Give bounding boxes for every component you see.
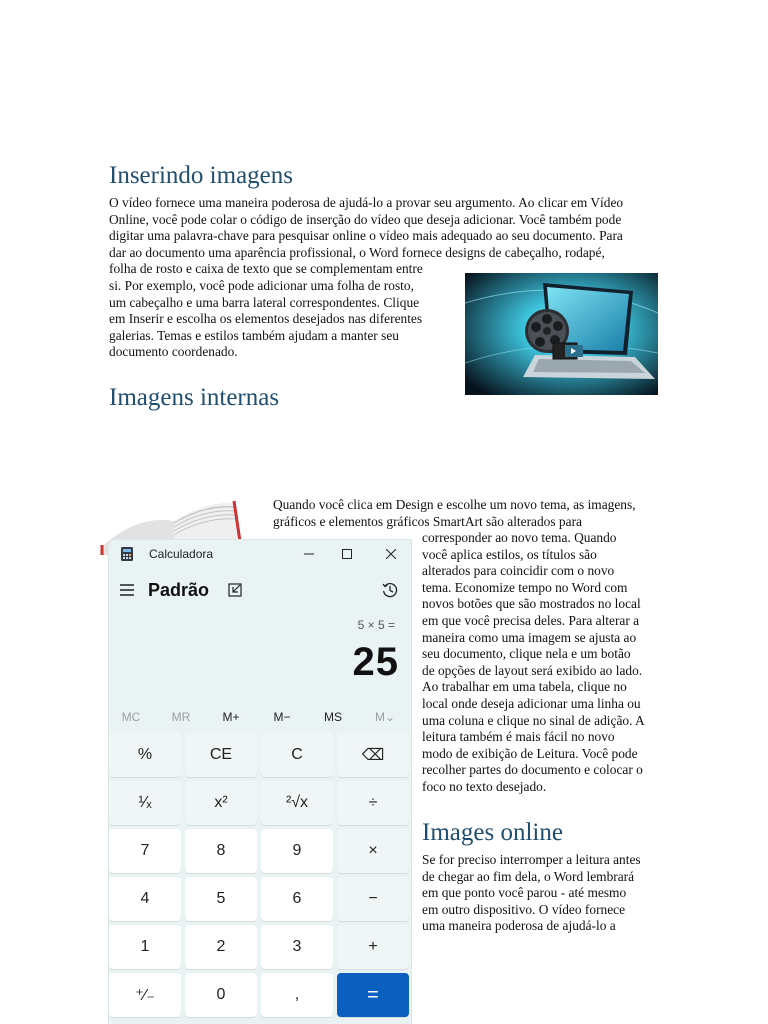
negate-button[interactable]: ⁺⁄₋ [109, 973, 181, 1017]
square-root-button[interactable]: ²√x [261, 781, 333, 825]
text-line: de chegar ao fim dela, o Word lembrará [422, 868, 635, 884]
text-line: galerias. Temas e estilos também ajudam a manter seu [109, 327, 399, 343]
heading-imagens-internas: Imagens internas [109, 384, 280, 411]
heading-inserindo-imagens: Inserindo imagens [109, 162, 293, 189]
heading-images-online: Images online [422, 819, 563, 846]
backspace-button[interactable]: ⌫ [337, 733, 409, 777]
paragraph-2-top [273, 497, 636, 530]
memory-store-button[interactable]: MS [324, 710, 342, 724]
text-line: em que ponto você parou - até mesmo [422, 885, 627, 901]
text-line: Se for preciso interromper a leitura antes [422, 852, 641, 867]
memory-subtract-button[interactable]: M− [273, 710, 291, 724]
minimize-icon [304, 549, 314, 559]
decimal-button[interactable]: , [261, 973, 333, 1017]
digit-2-button[interactable]: 2 [185, 925, 257, 969]
divide-button[interactable]: ÷ [337, 781, 409, 825]
text-line: leitura também é mais fácil no novo [422, 729, 615, 745]
text-line: de opções de layout será exibido ao lado. [422, 662, 643, 678]
calculator-window[interactable] [109, 540, 411, 1024]
text-line: Ao trabalhar em uma tabela, clique no [422, 679, 627, 695]
text-line: maneira como uma imagem se ajusta ao [422, 629, 637, 645]
text-line: uma coluna e clique no sinal de adição. A [422, 712, 645, 728]
memory-row [109, 708, 411, 728]
text-line: em Inserir e escolha os elementos desejados nas diferentes [109, 311, 423, 327]
digit-3-button[interactable]: 3 [261, 925, 333, 969]
digit-8-button[interactable]: 8 [185, 829, 257, 873]
laptop-film-image[interactable] [465, 273, 658, 395]
paragraph-2 [422, 530, 645, 796]
text-line: modo de exibição de Leitura. Você pode [422, 745, 638, 761]
digit-4-button[interactable]: 4 [109, 877, 181, 921]
memory-recall-button[interactable]: MR [171, 710, 191, 724]
window-title: Calculadora [149, 547, 214, 561]
text-line: recolher partes do documento e colocar o [422, 762, 643, 778]
add-button[interactable]: + [337, 925, 409, 969]
digit-7-button[interactable]: 7 [109, 829, 181, 873]
text-line: alterados para coincidir com o novo [422, 563, 615, 579]
text-line: em que você precisa deles. Para alterar a [422, 612, 640, 628]
result-display: 25 [352, 640, 399, 684]
minimize-button[interactable] [295, 544, 323, 564]
text-line: documento coordenado. [109, 344, 238, 360]
digit-0-button[interactable]: 0 [185, 973, 257, 1017]
subtract-button[interactable]: − [337, 877, 409, 921]
multiply-button[interactable]: × [337, 829, 409, 873]
text-line: gráficos e elementos gráficos SmartArt são alterados para [273, 513, 582, 529]
memory-list-button[interactable]: M⌄ [374, 710, 396, 724]
text-line: corresponder ao novo tema. Quando [422, 530, 617, 545]
text-line: tema. Economize tempo no Word com [422, 579, 628, 595]
percent-button[interactable]: % [109, 733, 181, 777]
text-line: local onde deseja adicionar uma linha ou [422, 695, 641, 711]
text-line: Online, você pode colar o código de inserção do vídeo que deseja adicionar. Você também pode [109, 211, 622, 227]
expression-display: 5 × 5 = [357, 618, 395, 632]
calculator-titlebar[interactable] [109, 540, 411, 568]
text-line: si. Por exemplo, você pode adicionar uma folha de rosto, [109, 277, 414, 293]
reciprocal-button[interactable]: ¹⁄ₓ [109, 781, 181, 825]
memory-clear-button[interactable]: MC [121, 710, 141, 724]
text-line: em outro dispositivo. O vídeo fornece [422, 901, 626, 917]
maximize-icon [342, 549, 352, 559]
text-line: seu documento, clique nela e um botão [422, 646, 631, 662]
digit-5-button[interactable]: 5 [185, 877, 257, 921]
text-line: novos botões que são mostrados no local [422, 596, 641, 612]
laptop-film-illustration [465, 273, 658, 395]
text-line: Quando você clica em Design e escolhe um novo tema, as imagens, [273, 497, 636, 512]
equals-button[interactable]: = [337, 973, 409, 1017]
maximize-button[interactable] [333, 544, 361, 564]
text-line: folha de rosto e caixa de texto que se complementam entre [109, 261, 423, 277]
square-button[interactable]: x² [185, 781, 257, 825]
close-icon [386, 549, 396, 559]
clear-entry-button[interactable]: CE [185, 733, 257, 777]
close-button[interactable] [377, 544, 405, 564]
text-line: O vídeo fornece uma maneira poderosa de ajudá-lo a provar seu argumento. Ao clicar em Vídeo [109, 195, 624, 210]
hamburger-menu-icon[interactable] [119, 583, 135, 597]
text-line: digitar uma palavra-chave para pesquisar online o vídeo mais adequado ao seu documento. Para [109, 228, 623, 244]
calculator-mode-title: Padrão [148, 580, 210, 600]
keep-on-top-icon[interactable] [227, 582, 245, 600]
text-line: foco no texto desejado. [422, 778, 547, 794]
memory-add-button[interactable]: M+ [222, 710, 240, 724]
clear-button[interactable]: C [261, 733, 333, 777]
history-icon[interactable] [381, 581, 399, 599]
calculator-app-icon [121, 547, 133, 561]
text-line: um cabeçalho e uma barra lateral correspondentes. Clique [109, 294, 420, 310]
text-line: você aplica estilos, os títulos são [422, 546, 597, 562]
digit-1-button[interactable]: 1 [109, 925, 181, 969]
paragraph-3 [422, 852, 641, 935]
text-line: uma maneira poderosa de ajudá-lo a [422, 918, 616, 934]
text-line: dar ao documento uma aparência profissional, o Word fornece designs de cabeçalho, rodapé, [109, 244, 605, 260]
digit-6-button[interactable]: 6 [261, 877, 333, 921]
digit-9-button[interactable]: 9 [261, 829, 333, 873]
